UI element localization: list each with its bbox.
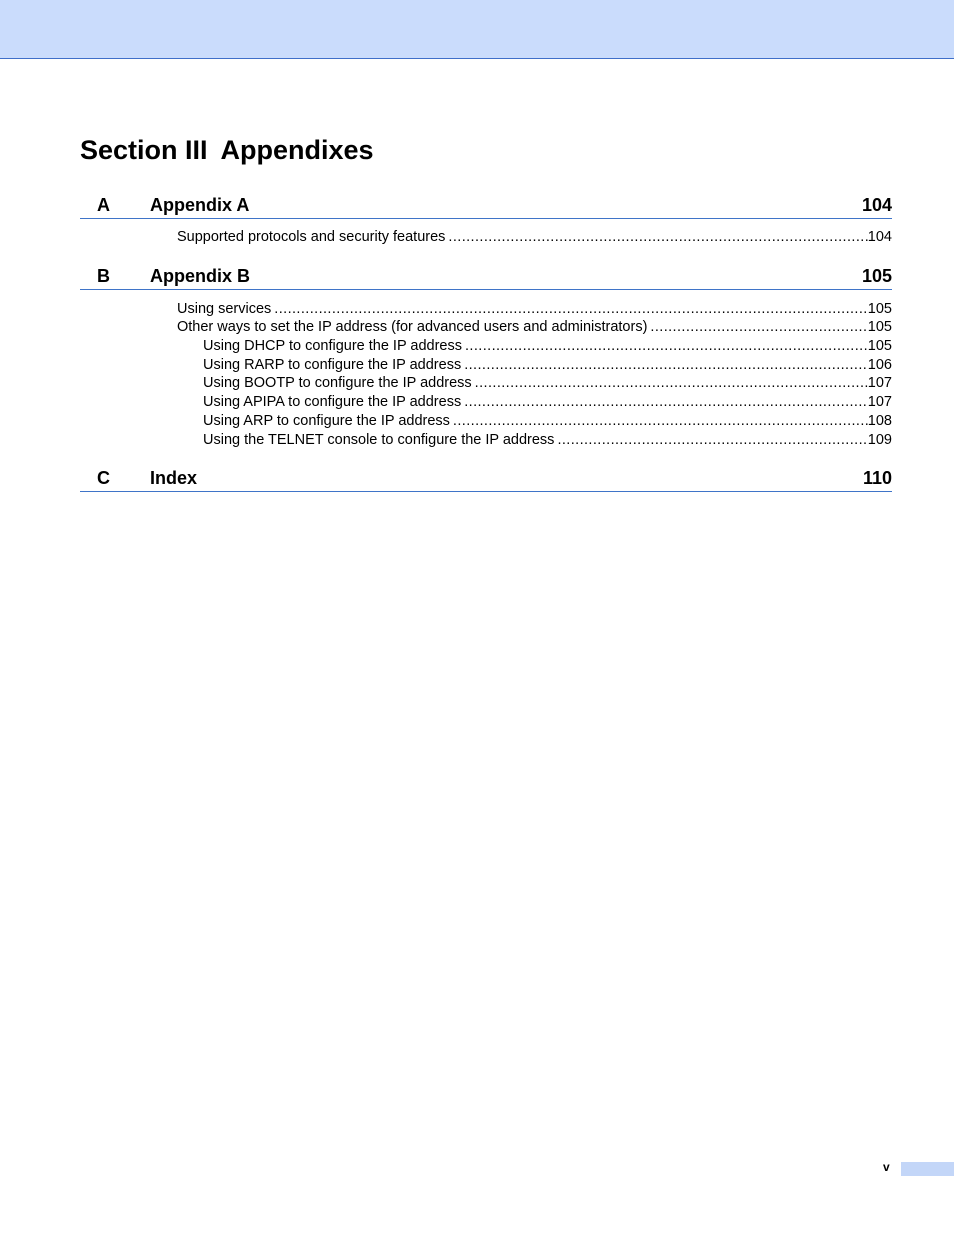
toc-entry-page: 105 bbox=[867, 338, 892, 355]
dot-leader bbox=[650, 318, 867, 337]
chapter-letter: A bbox=[97, 195, 110, 215]
toc-entry-page: 106 bbox=[867, 356, 892, 373]
toc-entry-title: Using BOOTP to configure the IP address bbox=[203, 375, 472, 392]
table-of-contents bbox=[80, 194, 892, 492]
toc-entry-title: Using DHCP to configure the IP address bbox=[203, 338, 462, 355]
toc-entry-dhcp[interactable] bbox=[80, 337, 892, 356]
toc-entry-title: Using the TELNET console to configure the IP address bbox=[203, 431, 555, 448]
toc-entry-title: Using RARP to configure the IP address bbox=[203, 356, 462, 373]
chapter-page-number: 104 bbox=[861, 195, 892, 215]
section-name: Appendixes bbox=[220, 135, 374, 165]
chapter-a-entries bbox=[80, 219, 892, 247]
chapter-b-entries bbox=[80, 290, 892, 450]
chapter-letter: C bbox=[97, 468, 110, 489]
toc-entry-page: 109 bbox=[867, 431, 892, 448]
dot-leader bbox=[465, 337, 868, 356]
toc-entry-page: 107 bbox=[867, 375, 892, 392]
toc-entry-page: 104 bbox=[867, 229, 892, 245]
chapter-title: Appendix A bbox=[150, 195, 250, 215]
header-band bbox=[0, 0, 954, 59]
toc-entry-apipa[interactable] bbox=[80, 393, 892, 412]
chapter-page-number: 110 bbox=[862, 468, 892, 489]
toc-entry-other-ways[interactable] bbox=[80, 318, 892, 337]
dot-leader bbox=[274, 300, 868, 319]
toc-entry-page: 108 bbox=[867, 412, 892, 429]
toc-entry-page: 105 bbox=[867, 319, 892, 336]
chapter-title: Index bbox=[150, 468, 198, 489]
dot-leader bbox=[464, 356, 868, 375]
dot-leader bbox=[448, 228, 867, 247]
toc-entry-page: 105 bbox=[867, 300, 892, 317]
dot-leader bbox=[464, 393, 868, 412]
page-number: v bbox=[883, 1160, 890, 1174]
toc-entry-title: Using APIPA to configure the IP address bbox=[203, 394, 462, 411]
toc-entry-page: 107 bbox=[867, 394, 892, 411]
chapter-heading-c[interactable] bbox=[80, 467, 892, 492]
section-number: Section III bbox=[80, 135, 208, 165]
toc-entry-rarp[interactable] bbox=[80, 356, 892, 375]
chapter-page-number: 105 bbox=[861, 265, 892, 286]
toc-entry-title: Supported protocols and security features bbox=[177, 229, 446, 245]
dot-leader bbox=[475, 374, 868, 393]
toc-entry-title: Other ways to set the IP address (for advanced users and administrators) bbox=[177, 319, 648, 336]
chapter-heading-b[interactable] bbox=[80, 265, 892, 290]
chapter-letter: B bbox=[97, 265, 110, 286]
toc-entry-supported-protocols[interactable] bbox=[80, 228, 892, 247]
chapter-title: Appendix B bbox=[150, 265, 251, 286]
toc-entry-arp[interactable] bbox=[80, 412, 892, 431]
toc-entry-telnet[interactable] bbox=[80, 431, 892, 450]
toc-entry-title: Using ARP to configure the IP address bbox=[203, 412, 450, 429]
toc-entry-title: Using services bbox=[177, 300, 272, 317]
page-number-tab bbox=[901, 1162, 954, 1176]
dot-leader bbox=[557, 431, 867, 450]
toc-entry-bootp[interactable] bbox=[80, 374, 892, 393]
chapter-heading-a[interactable] bbox=[80, 194, 892, 219]
dot-leader bbox=[453, 412, 868, 431]
toc-entry-using-services[interactable] bbox=[80, 300, 892, 319]
section-title bbox=[80, 134, 374, 166]
